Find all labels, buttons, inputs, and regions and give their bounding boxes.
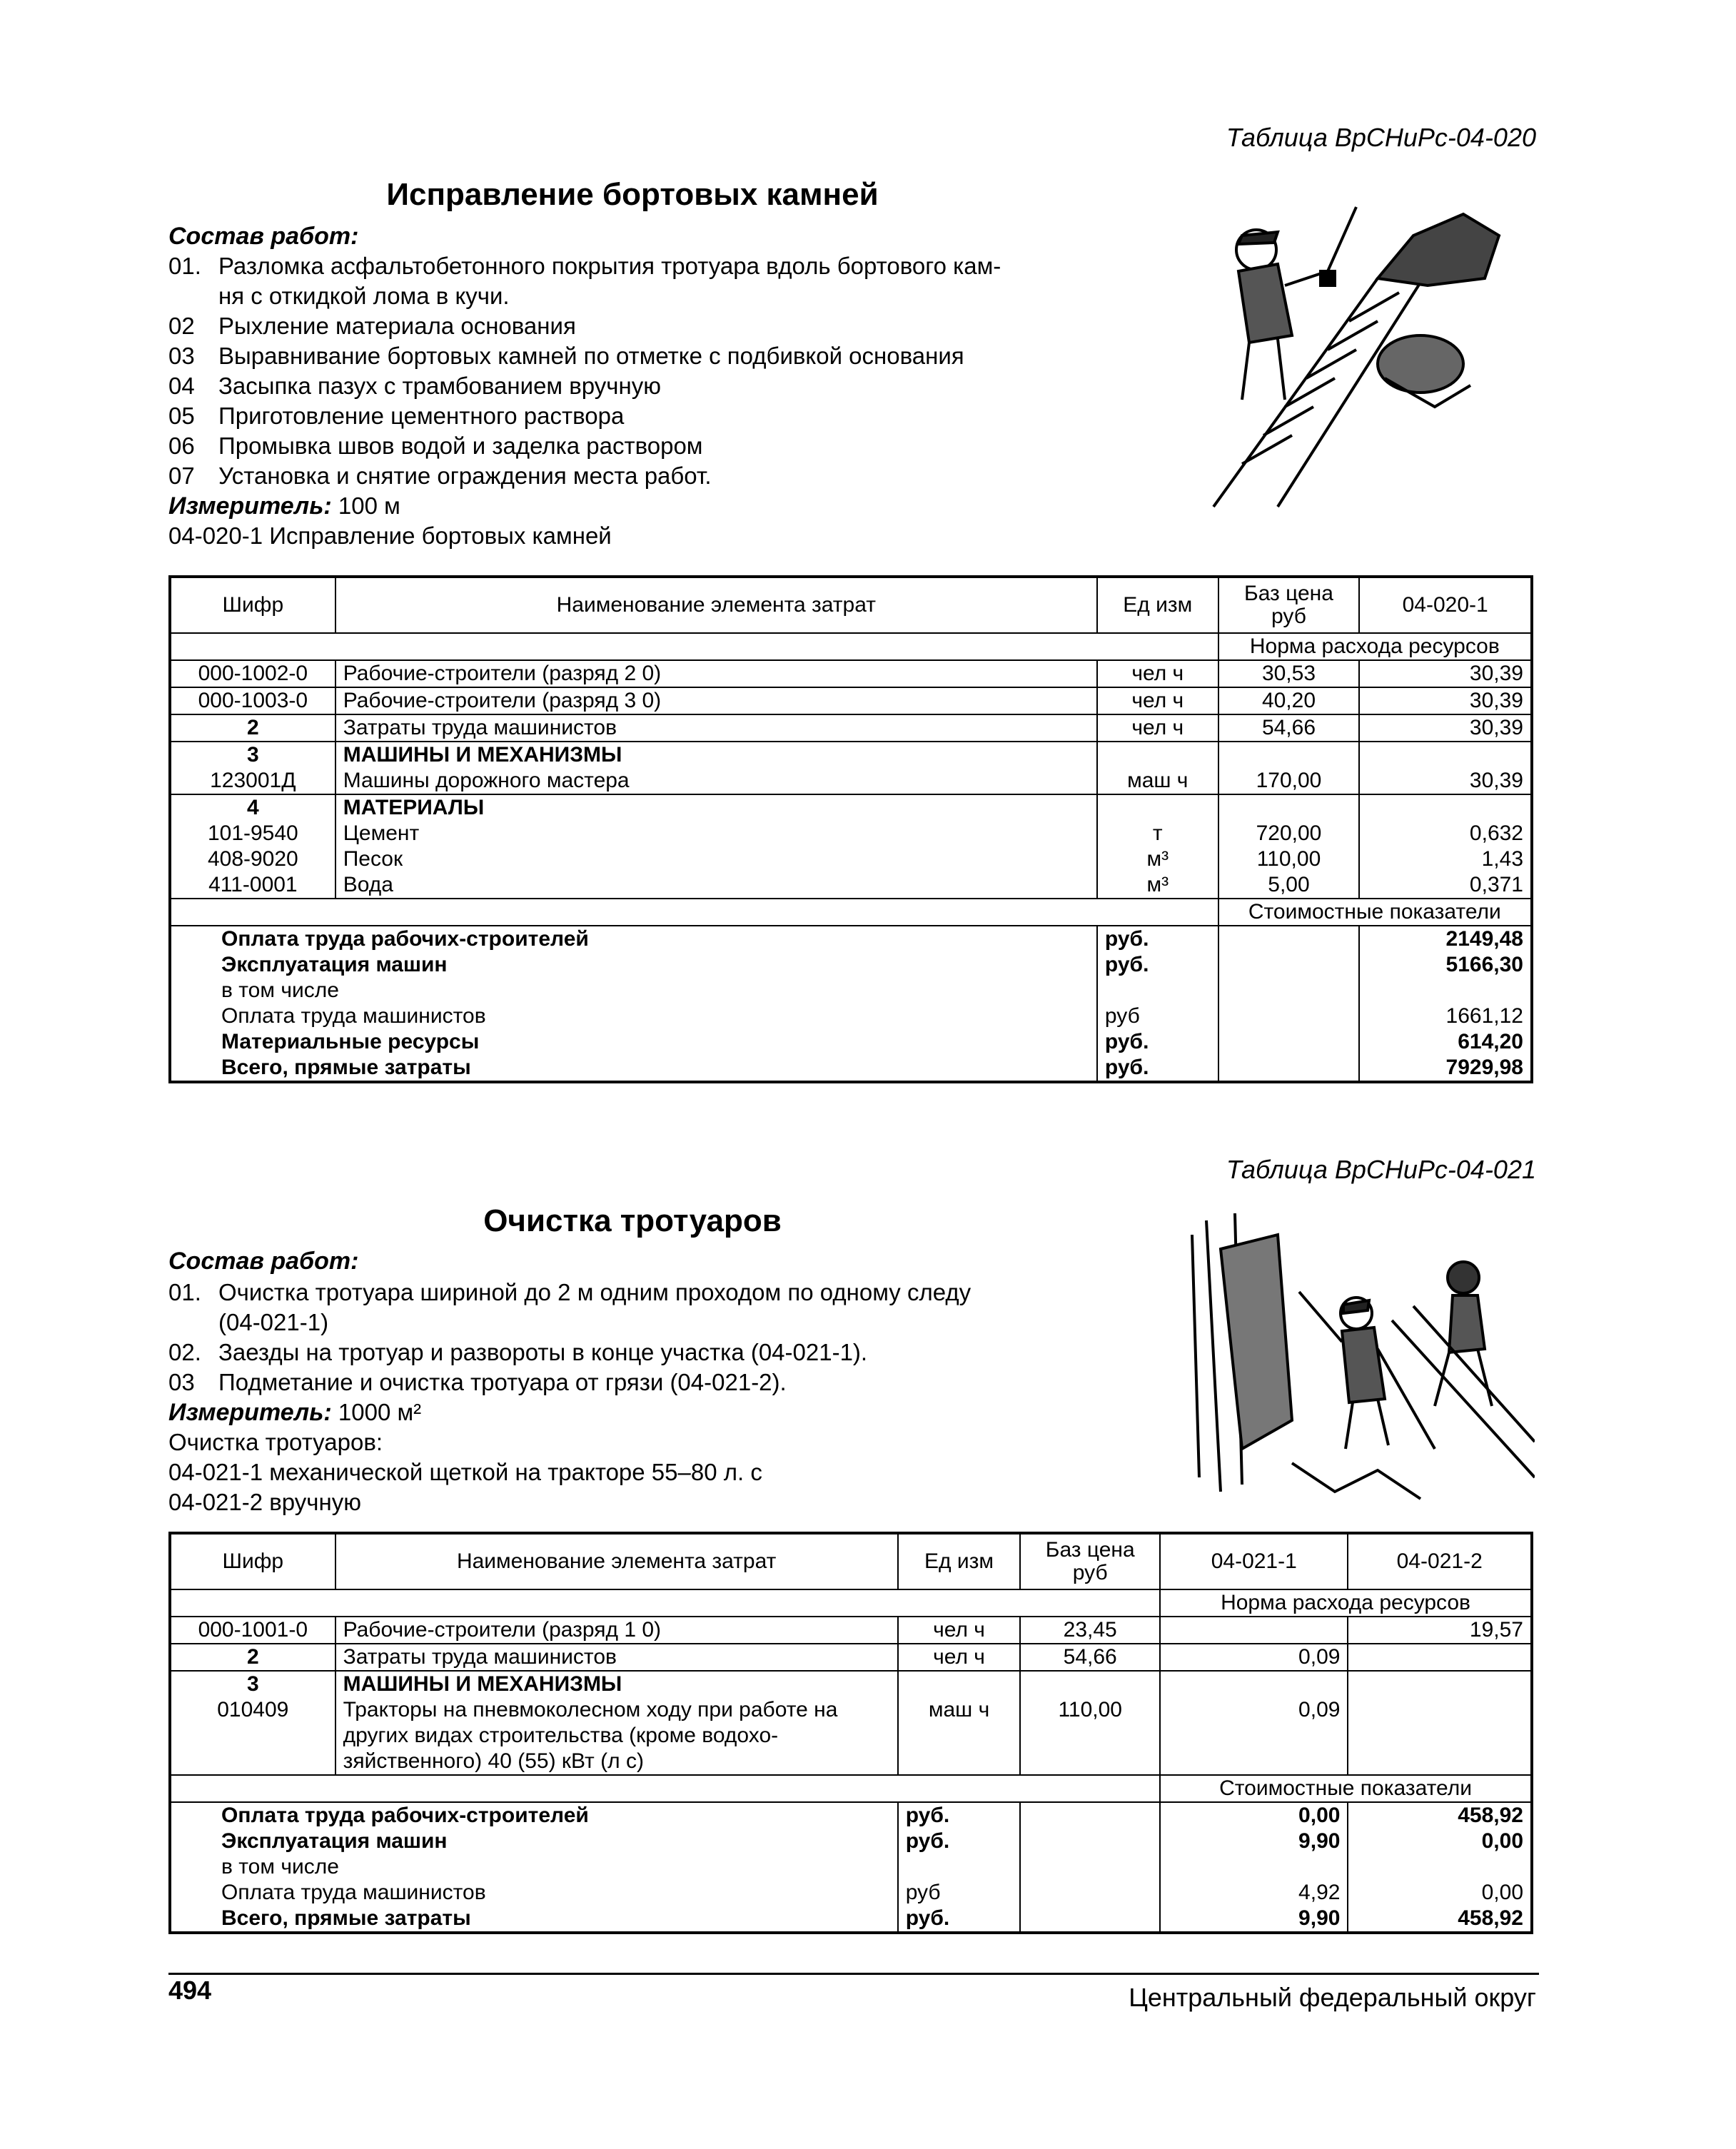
col-header-v1: 04-020-1 [1359,577,1532,633]
cost-row: Всего, прямые затраты руб. 9,90 458,92 [170,1906,1532,1933]
col-header-v1: 04-021-1 [1160,1533,1348,1589]
table-row: 101-9540 Цемент т 720,00 0,632 [170,821,1532,846]
work-item: 02 Рыхление материала основания [168,313,576,339]
table-row: 000-1002-0 Рабочие-строители (разряд 2 0) чел ч 30,53 30,39 [170,660,1532,687]
subtitle-1: 04-020-1 Исправление бортовых камней [168,522,612,549]
meter-line-1: Измеритель: 100 м [168,492,400,520]
cost-row: Оплата труда рабочих-строителей руб. 2149,48 [170,926,1532,952]
sidewalk-cleaner-illustration [1178,1206,1535,1506]
col-header-v2: 04-021-2 [1348,1533,1532,1589]
work-item: 03 Выравнивание бортовых камней по отметке с подбивкой основания [168,343,964,369]
work-item: 04 Засыпка пазух с трамбованием вручную [168,373,661,399]
work-item: 02. Заезды на тротуар и развороты в конце участка (04-021-1). [168,1339,868,1365]
table-row: 3 МАШИНЫ И МЕХАНИЗМЫ [170,742,1532,768]
cost-row: в том числе [170,978,1532,1003]
curb-worker-illustration [1199,193,1528,514]
norm-label-row: Норма расхода ресурсов [170,633,1532,660]
cost-row: Оплата труда машинистов руб 1661,12 [170,1003,1532,1029]
table-row: 2 Затраты труда машинистов чел ч 54,66 0,09 [170,1644,1532,1671]
work-item: 03 Подметание и очистка тротуара от грязи (04-021-2). [168,1369,787,1395]
col-header-name: Наименование элемента затрат [335,1533,898,1589]
cost-row: Всего, прямые затраты руб. 7929,98 [170,1055,1532,1082]
norm-label-row: Норма расхода ресурсов [170,1589,1532,1617]
table-row: 000-1003-0 Рабочие-строители (разряд 3 0) чел ч 40,20 30,39 [170,687,1532,714]
col-header-price: Баз цена руб [1218,577,1360,633]
list-item: 04-021-1 механической щеткой на тракторе 55–80 л. с [168,1459,762,1485]
table-row: 000-1001-0 Рабочие-строители (разряд 1 0) чел ч 23,45 19,57 [170,1617,1532,1644]
work-item: 07 Установка и снятие ограждения места работ. [168,462,712,489]
cost-row: в том числе [170,1854,1532,1880]
footer-divider [168,1973,1539,1975]
work-item: 05 Приготовление цементного раствора [168,403,625,429]
composition-label-2: Состав работ: [168,1248,359,1275]
cost-row: Оплата труда рабочих-строителей руб. 0,00 458,92 [170,1802,1532,1829]
work-list-1 [168,251,1001,551]
table-row: 010409 Тракторы на пневмоколесном ходу при работе на других видах строительства (кроме водохо-зяйственного) 40 (55) кВт (л с) маш ч 110,00 0,09 [170,1697,1532,1775]
resource-table-2 [168,1532,1533,1934]
table-label-2: Таблица ВрСНиРс-04-021 [1226,1155,1536,1184]
col-header-unit: Ед изм [898,1533,1021,1589]
composition-label-1: Состав работ: [168,223,359,250]
cost-row: Материальные ресурсы руб. 614,20 [170,1029,1532,1055]
work-item: ня с откидкой лома в кучи. [218,283,510,309]
col-header-code: Шифр [170,577,335,633]
cost-row: Эксплуатация машин руб. 5166,30 [170,952,1532,978]
cost-row: Эксплуатация машин руб. 9,90 0,00 [170,1829,1532,1854]
section-title-2: Очистка тротуаров [483,1203,782,1238]
col-header-price: Баз цена руб [1020,1533,1160,1589]
work-item: 01. Очистка тротуара шириной до 2 м одним проходом по одному следу [168,1279,972,1305]
list-intro-2: Очистка тротуаров: [168,1429,383,1455]
table-row: 3 МАШИНЫ И МЕХАНИЗМЫ [170,1671,1532,1697]
table-row: 2 Затраты труда машинистов чел ч 54,66 30,39 [170,714,1532,742]
work-list-2 [168,1278,971,1517]
cost-row: Оплата труда машинистов руб 4,92 0,00 [170,1880,1532,1906]
col-header-code: Шифр [170,1533,335,1589]
list-item: 04-021-2 вручную [168,1489,361,1515]
table-label-1: Таблица ВрСНиРс-04-020 [1226,123,1536,152]
col-header-name: Наименование элемента затрат [335,577,1097,633]
table-row: 123001Д Машины дорожного мастера маш ч 170,00 30,39 [170,768,1532,794]
table-header-row [170,577,1532,633]
work-item: 01. Разломка асфальтобетонного покрытия тротуара вдоль бортового кам- [168,253,1001,279]
work-item: (04-021-1) [218,1309,329,1335]
section-title-1: Исправление бортовых камней [386,177,879,212]
table-row: 4 МАТЕРИАЛЫ [170,794,1532,821]
meter-line-2: Измеритель: 1000 м² [168,1399,422,1426]
work-item: 06 Промывка швов водой и заделка раствором [168,433,703,459]
footer-region: Центральный федеральный округ [1129,1983,1536,2012]
table-header-row [170,1533,1532,1589]
col-header-unit: Ед изм [1097,577,1218,633]
table-row: 408-9020 Песок м³ 110,00 1,43 [170,846,1532,872]
page-number: 494 [168,1976,212,2005]
cost-label-row: Стоимостные показатели [170,1775,1532,1802]
cost-label-row: Стоимостные показатели [170,899,1532,926]
table-row: 411-0001 Вода м³ 5,00 0,371 [170,872,1532,899]
resource-table-1 [168,575,1533,1083]
